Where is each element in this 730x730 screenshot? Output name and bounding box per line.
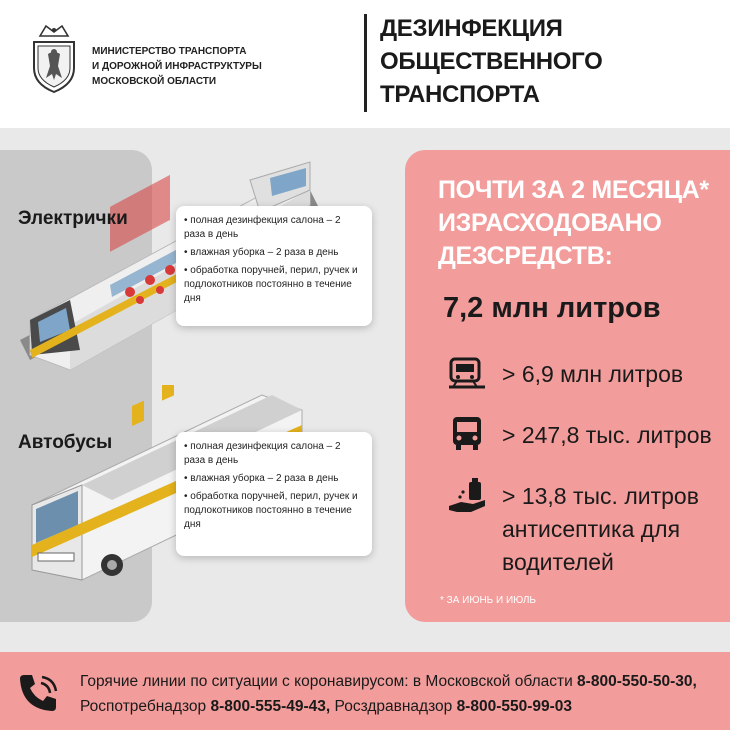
total-amount: 7,2 млн литров xyxy=(443,292,661,324)
hotline-desc: Горячие линии по ситуации с коронавирусом: в Московской области xyxy=(80,673,578,690)
list-item: • обработка поручней, перил, ручек и подлокотников постоянно в течение дня xyxy=(184,265,358,304)
ministry-line: И ДОРОЖНОЙ ИНФРАСТРУКТУРЫ xyxy=(92,61,262,72)
list-item: • полная дезинфекция салона – 2 раза в день xyxy=(184,215,341,240)
header-divider xyxy=(364,14,367,112)
stat-trains: > 6,9 млн литров xyxy=(502,361,684,387)
phone-icon xyxy=(16,671,60,715)
train-icon xyxy=(447,353,487,393)
trains-label: Электрички xyxy=(18,208,128,229)
stat-line: > 13,8 тыс. литров xyxy=(502,483,699,509)
list-item: • влажная уборка – 2 раза в день xyxy=(184,247,339,258)
list-item: • влажная уборка – 2 раза в день xyxy=(184,473,339,484)
hotline-org: Росздравнадзор xyxy=(330,698,457,715)
phone-number-rospotrebnadzor[interactable]: 8-800-555-49-43, xyxy=(210,698,331,715)
stat-line: водителей xyxy=(502,549,614,575)
hotline-text xyxy=(80,669,697,719)
phone-number-roszdravnadzor[interactable]: 8-800-550-99-03 xyxy=(456,698,573,715)
header xyxy=(0,0,730,128)
footnote: * ЗА ИЮНЬ И ИЮЛЬ xyxy=(440,595,536,606)
page-title xyxy=(380,12,603,111)
title-line: ДЕЗИНФЕКЦИЯ xyxy=(380,15,563,42)
heading-line: ИЗРАСХОДОВАНО xyxy=(438,209,662,237)
ministry-name xyxy=(92,44,262,89)
hotline-line-2 xyxy=(80,694,697,719)
heading-line: ДЕЗСРЕДСТВ: xyxy=(438,242,613,270)
title-line: ОБЩЕСТВЕННОГО xyxy=(380,48,603,75)
bus-icon xyxy=(447,413,487,453)
buses-info-box xyxy=(176,432,372,556)
coat-of-arms-icon xyxy=(30,22,78,94)
buses-label: Автобусы xyxy=(18,432,113,453)
title-line: ТРАНСПОРТА xyxy=(380,81,540,108)
ministry-line: МОСКОВСКОЙ ОБЛАСТИ xyxy=(92,76,217,87)
hotline-line-1 xyxy=(80,669,697,694)
hotline-org: Роспотребнадзор xyxy=(80,698,211,715)
summary-heading xyxy=(438,174,709,273)
stat-line: антисептика для xyxy=(502,516,681,542)
hand-sanitizer-icon xyxy=(447,478,487,518)
stat-buses: > 247,8 тыс. литров xyxy=(502,422,712,448)
list-item: • полная дезинфекция салона – 2 раза в день xyxy=(184,441,341,466)
trains-info-box xyxy=(176,206,372,326)
heading-line: ПОЧТИ ЗА 2 МЕСЯЦА* xyxy=(438,176,709,204)
phone-number-moscow-region[interactable]: 8-800-550-50-30, xyxy=(577,673,697,690)
stat-antiseptic xyxy=(502,480,699,579)
ministry-line: МИНИСТЕРСТВО ТРАНСПОРТА xyxy=(92,46,247,57)
list-item: • обработка поручней, перил, ручек и подлокотников постоянно в течение дня xyxy=(184,491,358,530)
